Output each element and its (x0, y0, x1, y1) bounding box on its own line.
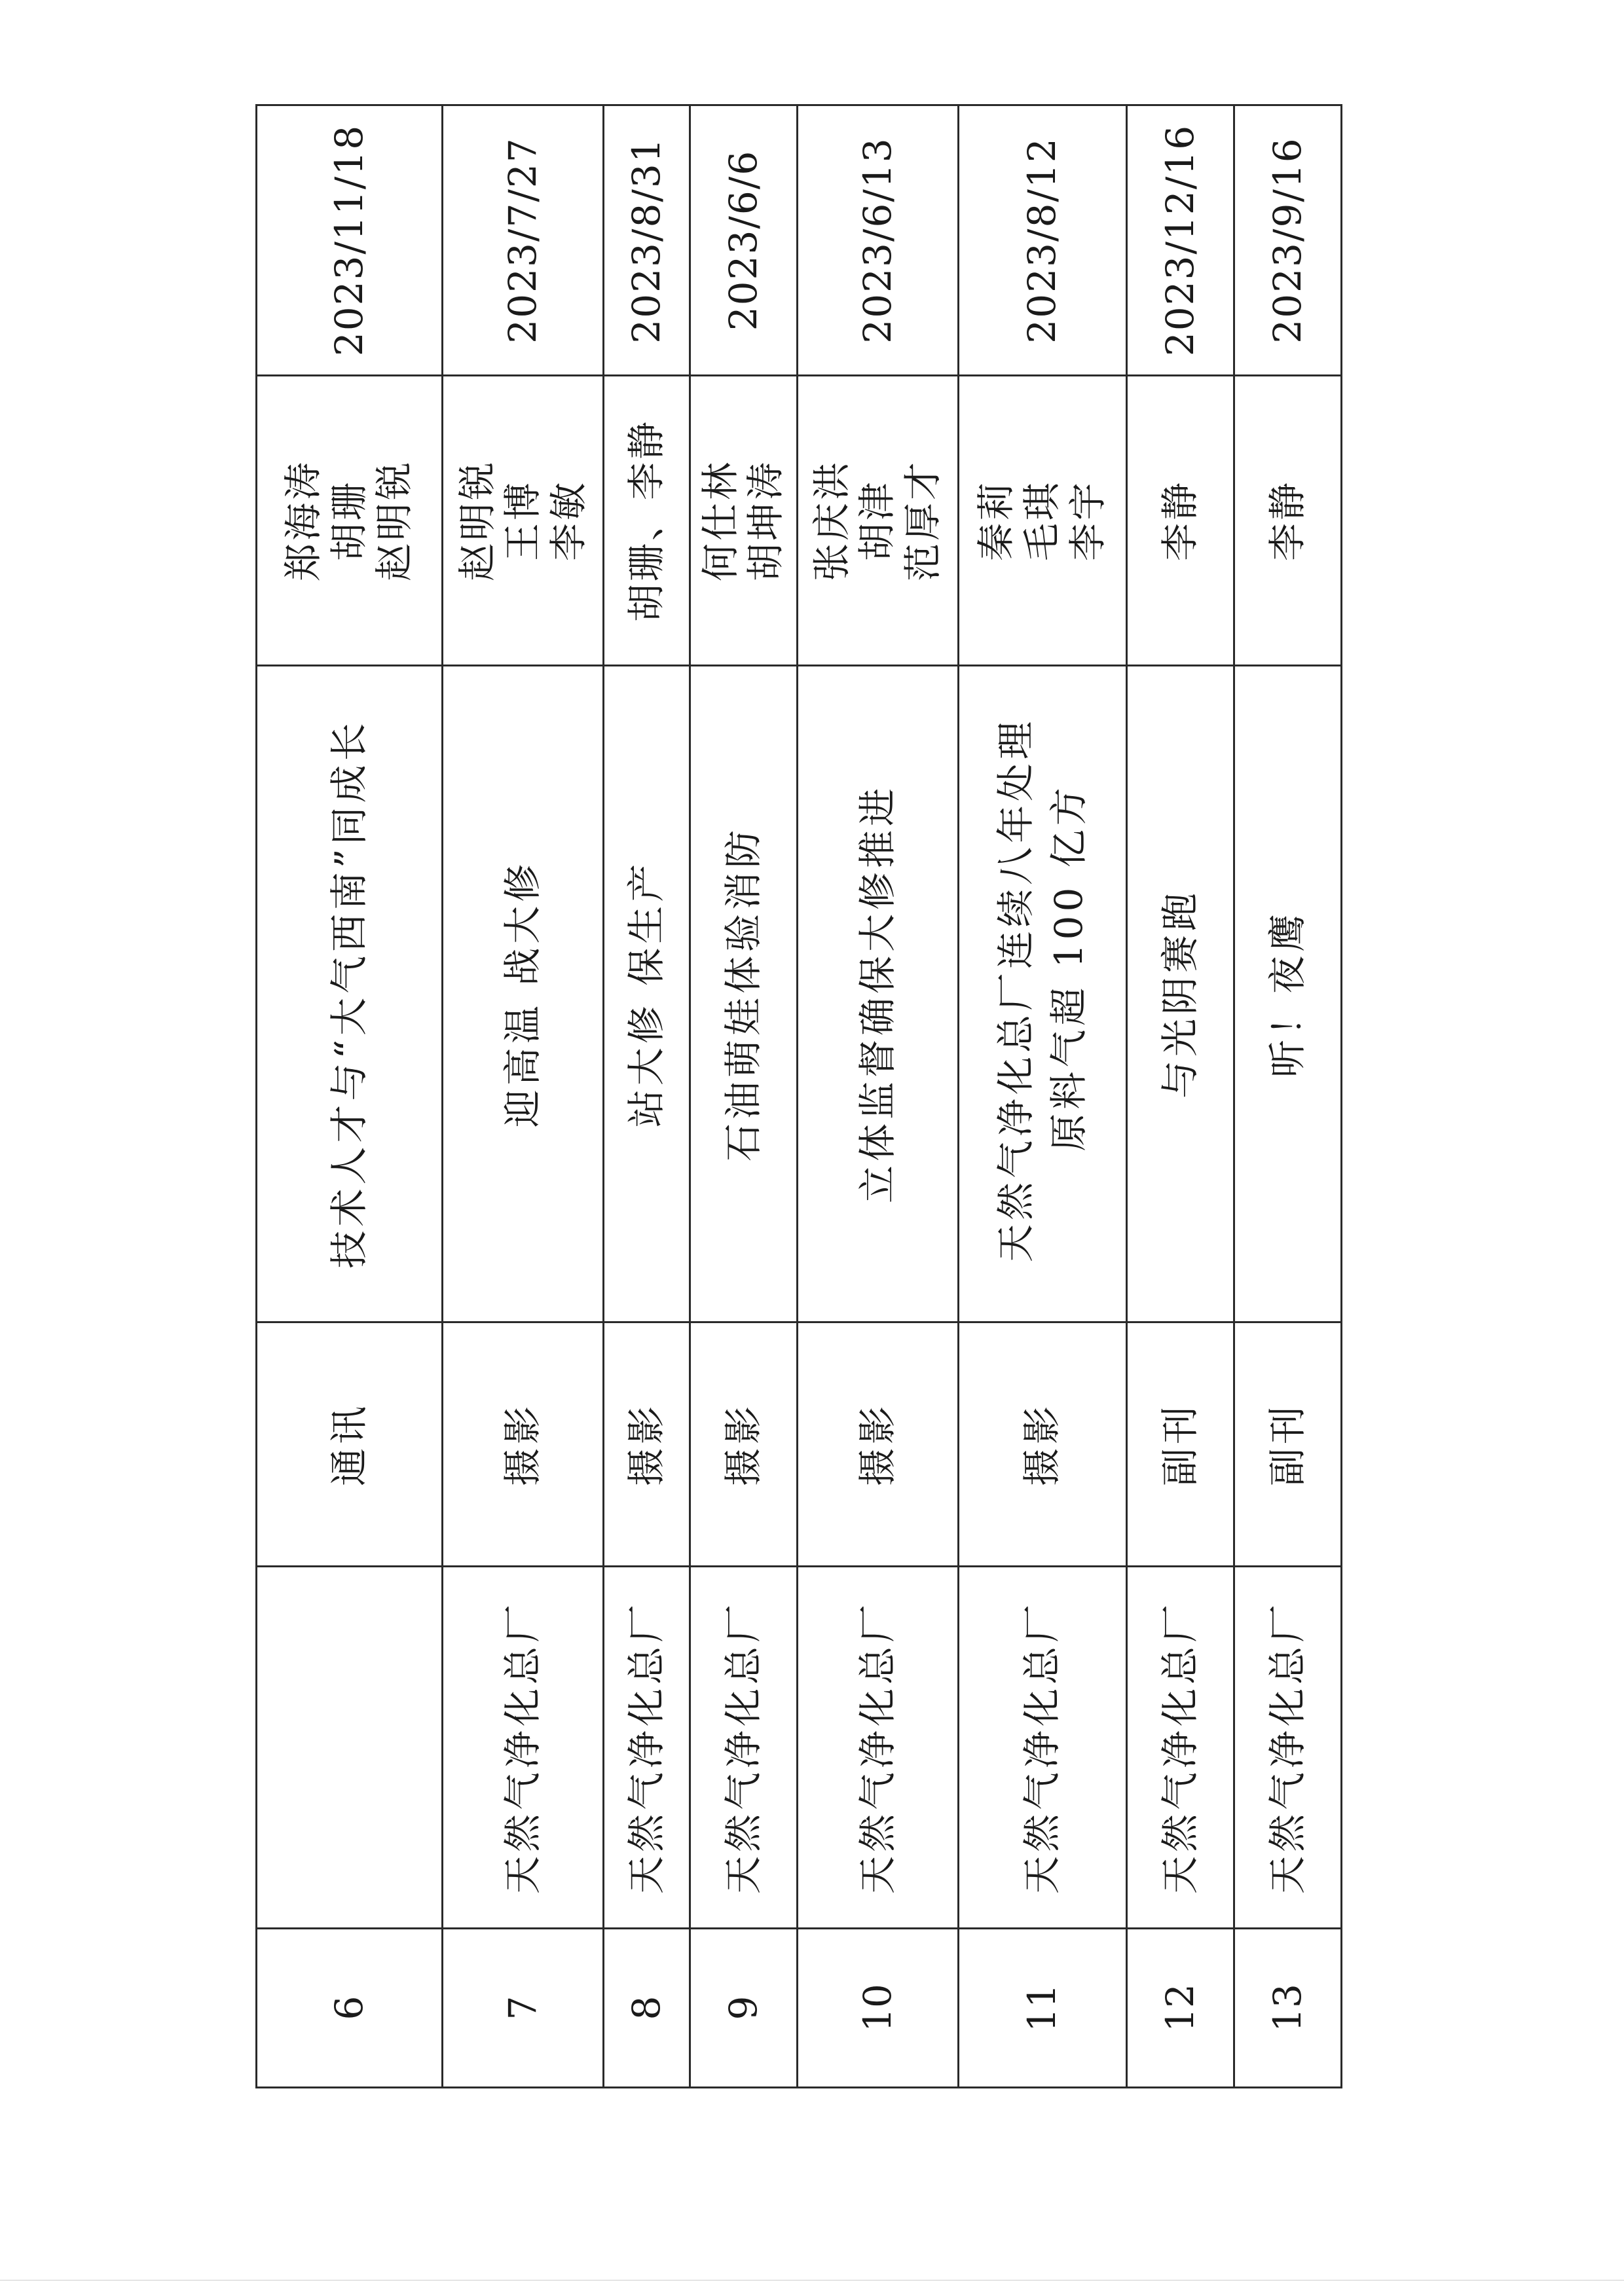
row-number: 11 (958, 1929, 1126, 2088)
table-row (1234, 105, 1341, 2088)
table-row (443, 105, 604, 2088)
table-row (1126, 105, 1234, 2088)
type-cell: 摄影 (604, 1322, 690, 1567)
authors-cell (443, 376, 604, 666)
title-cell (1126, 666, 1234, 1322)
type-cell: 摄影 (690, 1322, 797, 1567)
title-cell (443, 666, 604, 1322)
row-number: 12 (1126, 1929, 1234, 2088)
unit-cell (257, 1567, 443, 1929)
authors-cell (958, 376, 1126, 666)
unit-cell: 天然气净化总厂 (1234, 1567, 1341, 1929)
author-name: 何仕林 (697, 460, 743, 582)
date-cell: 2023/9/16 (1234, 105, 1341, 376)
author-name: 李静 (1157, 480, 1202, 562)
unit-cell: 天然气净化总厂 (604, 1567, 690, 1929)
unit-cell: 天然气净化总厂 (443, 1567, 604, 1929)
title-line: 听！夜鹰 (1264, 910, 1310, 1078)
author-name: 胡坤涛 (743, 460, 788, 582)
authors-cell (797, 376, 958, 666)
title-line: 天然气净化总厂连续八年处理 (993, 717, 1038, 1262)
date-cell: 2023/6/6 (690, 105, 797, 376)
author-name: 李静 (1264, 480, 1310, 562)
title-line: 石油萌娃体验消防 (720, 826, 766, 1162)
authors-cell (257, 376, 443, 666)
scan-edge-line (0, 2280, 1624, 2281)
date-cell: 2023/11/18 (257, 105, 443, 376)
rotated-table-container (255, 124, 1342, 2088)
date-cell: 2023/12/16 (1126, 105, 1234, 376)
author-name: 赵明锐 (372, 460, 417, 582)
type-cell: 通讯 (257, 1322, 443, 1567)
type-cell: 摄影 (797, 1322, 958, 1567)
author-name: 赵明锐 (454, 460, 500, 582)
table-row (958, 105, 1126, 2088)
unit-cell: 天然气净化总厂 (958, 1567, 1126, 1929)
author-name: 胡津 (855, 480, 900, 562)
title-cell (690, 666, 797, 1322)
type-cell: 副刊 (1126, 1322, 1234, 1567)
table-row (604, 105, 690, 2088)
title-cell (257, 666, 443, 1322)
title-line: 立体监督确保大修推进 (855, 784, 900, 1204)
author-name: 李宇 (1065, 480, 1110, 562)
authors-cell (604, 376, 690, 666)
unit-cell: 天然气净化总厂 (690, 1567, 797, 1929)
author-name: 李敏 (545, 480, 591, 562)
authors-cell (1234, 376, 1341, 666)
row-number: 8 (604, 1929, 690, 2088)
date-cell: 2023/8/31 (604, 105, 690, 376)
date-cell: 2023/7/27 (443, 105, 604, 376)
publication-table (255, 104, 1342, 2088)
authors-cell (690, 376, 797, 666)
authors-cell (1126, 376, 1234, 666)
row-number: 9 (690, 1929, 797, 2088)
title-line: 原料气超 100 亿方 (1046, 784, 1091, 1152)
title-cell (604, 666, 690, 1322)
title-line: 与光阴赛跑 (1157, 889, 1202, 1099)
date-cell: 2023/6/13 (797, 105, 958, 376)
type-cell: 摄影 (443, 1322, 604, 1567)
type-cell: 副刊 (1234, 1322, 1341, 1567)
author-name: 郑海涛 (281, 460, 326, 582)
table-row (690, 105, 797, 2088)
row-number: 7 (443, 1929, 604, 2088)
row-number: 13 (1234, 1929, 1341, 2088)
author-name: 秦莉 (974, 480, 1019, 562)
title-line: 技术人才与“大气西南”同成长 (327, 719, 372, 1269)
author-name: 张庆洪 (809, 460, 854, 582)
table-row (257, 105, 443, 2088)
row-number: 10 (797, 1929, 958, 2088)
date-cell: 2023/8/12 (958, 105, 1126, 376)
author-name: 王博 (500, 480, 545, 562)
unit-cell: 天然气净化总厂 (1126, 1567, 1234, 1929)
unit-cell: 天然气净化总厂 (797, 1567, 958, 1929)
title-line: 迎高温 战大修 (500, 860, 545, 1128)
author-name: 胡珊、李静 (623, 419, 669, 623)
author-name: 范厚才 (900, 460, 946, 582)
table-body (257, 105, 1342, 2088)
title-line: 站大修 保生产 (623, 860, 669, 1128)
title-cell (958, 666, 1126, 1322)
row-number: 6 (257, 1929, 443, 2088)
author-name: 毛琪 (1020, 480, 1064, 562)
title-cell (1234, 666, 1341, 1322)
type-cell: 摄影 (958, 1322, 1126, 1567)
table-row (797, 105, 958, 2088)
title-cell (797, 666, 958, 1322)
author-name: 胡珊 (326, 480, 371, 562)
